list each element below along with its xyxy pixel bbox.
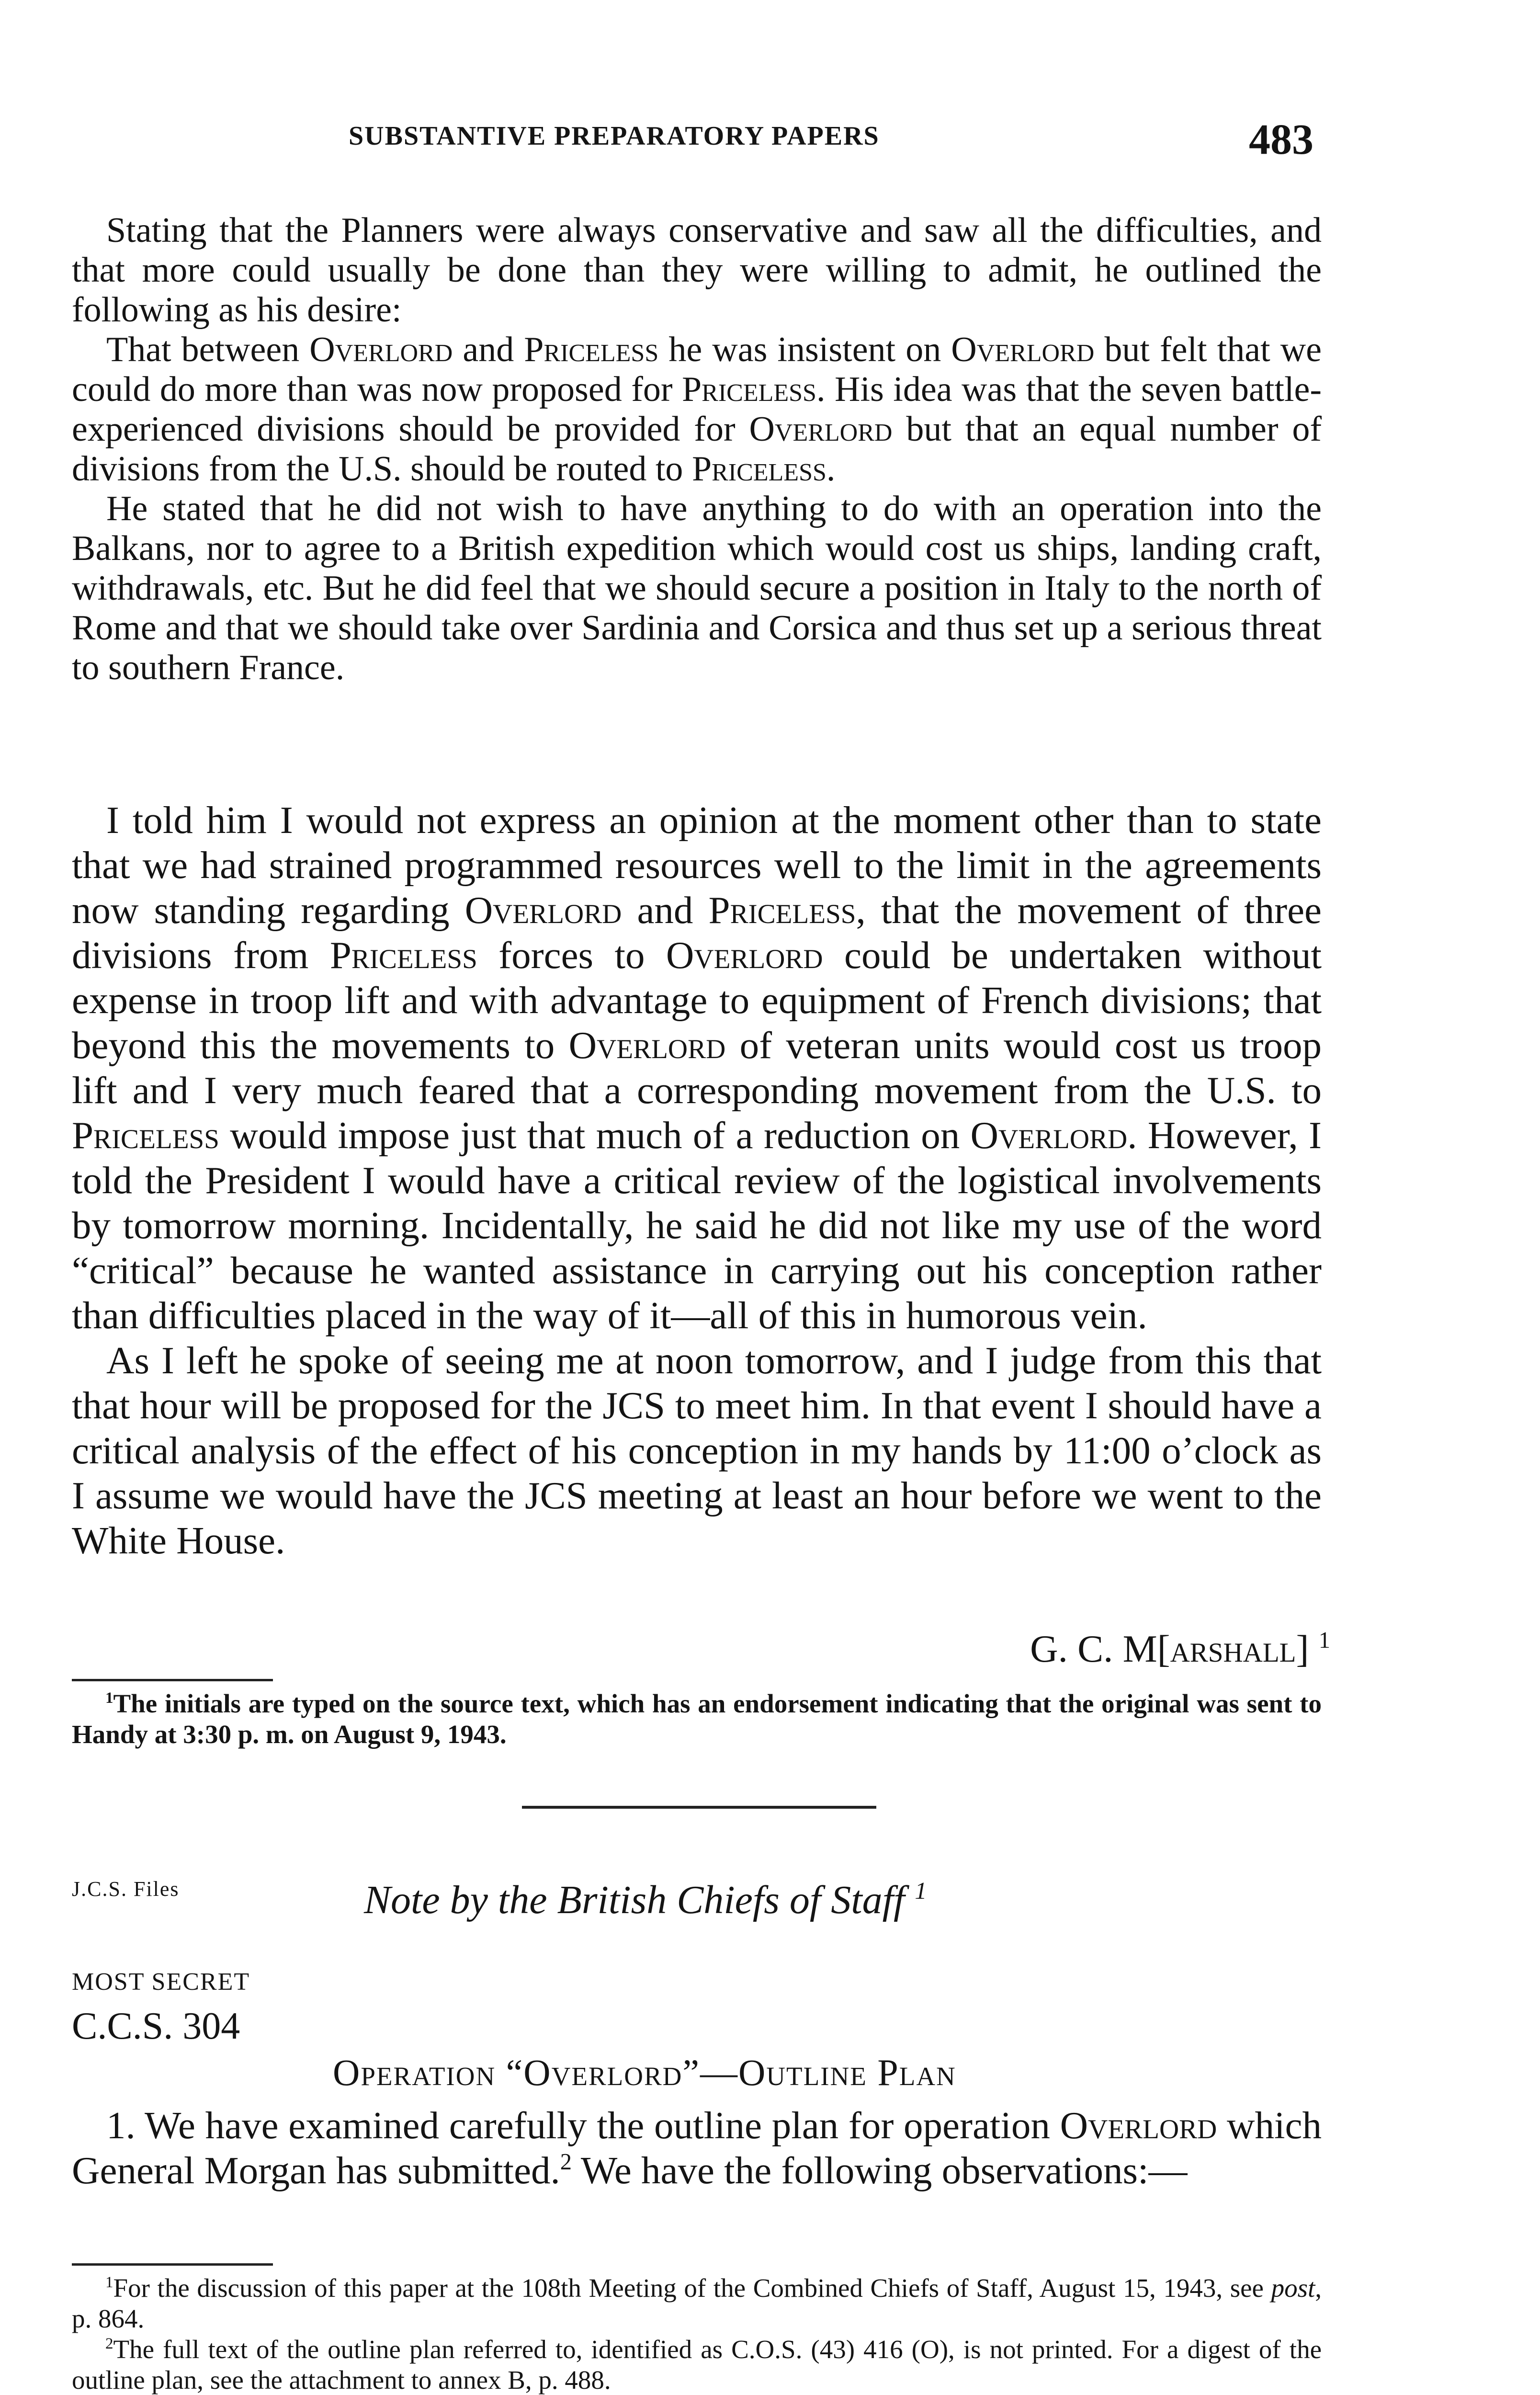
signature: G. C. M[arshall] $^1$: [1030, 1627, 1330, 1670]
section-divider: [522, 1806, 876, 1809]
operation-heading: Operation “Overlord”—Outline Plan: [333, 2052, 956, 2093]
footnotes-document: [72, 2273, 1322, 2395]
memo-paragraph-2: That between Overlord and Priceless he was insistent on Overlord but felt that we could do more than was now proposed for Priceless. His idea was that the seven battle-experienced divisions should be provided for Overlord but that an equal number of divisions from the U.S. should be routed to Priceless.: [72, 330, 1322, 489]
footnote-rule-2: [72, 2263, 273, 2266]
document-reference: C.C.S. 304: [72, 2005, 240, 2047]
footnote-doc-2: $^2$The full text of the outline plan referred to, identified as C.O.S. (43) 416 (O), is not printed. For a digest of the outline plan, see the attachment to annex B, p. 488.: [72, 2335, 1322, 2395]
document-body: [72, 2103, 1322, 2193]
memo-paragraph-4: I told him I would not express an opinion at the moment other than to state that we had strained programmed resources well to the limit in the agreements now standing regarding Overlord and Priceless, that the movement of three divisions from Priceless forces to Overlord could be undertaken without expense in troop lift and with advantage to equipment of French divisions; that beyond this the movements to Overlord of veteran units would cost us troop lift and I very much feared that a corresponding movement from the U.S. to Priceless would impose just that much of a reduction on Overlord. However, I told the President I would have a critical review of the logistical involvements by tomorrow morning. Incidentally, he said he did not like my use of the word “critical” because he wanted assistance in carrying out his conception rather than difficulties placed in the way of it—all of this in humorous vein.: [72, 798, 1322, 1337]
page-number: 483: [1249, 116, 1314, 163]
classification: MOST SECRET: [72, 1968, 250, 1996]
memo-paragraph-1: Stating that the Planners were always conservative and saw all the difficulties, and that more could usually be done than they were willing to admit, he outlined the following as his desire:: [72, 211, 1322, 330]
document-paragraph-1: 1. We have examined carefully the outline plan for operation Overlord which General Morgan has submitted.$^2$ We have the following observations:—: [72, 2104, 1322, 2192]
memo-body: [72, 211, 1322, 688]
running-head: SUBSTANTIVE PREPARATORY PAPERS: [349, 121, 880, 151]
memo-paragraph-3: He stated that he did not wish to have anything to do with an operation into the Balkans, nor to agree to a British expedition which would cost us ships, landing craft, withdrawals, etc. But he did feel that we should secure a position in Italy to the north of Rome and that we should take over Sardinia and Corsica and thus set up a serious threat to southern France.: [72, 489, 1322, 687]
files-label: J.C.S. Files: [72, 1877, 180, 1901]
memo-paragraph-5: As I left he spoke of seeing me at noon tomorrow, and I judge from this that that hour will be proposed for the JCS to meet him. In that event I should have a critical analysis of the effect of his conception in my hands by 11:00 o’clock as I assume we would have the JCS meeting at least an hour before we went to the White House.: [72, 1339, 1322, 1562]
footnote-doc-1: $^1$For the discussion of this paper at the 108th Meeting of the Combined Chiefs of Staff, August 15, 1943, see post, p. 864.: [72, 2273, 1322, 2333]
footnote-memo: $^1$The initials are typed on the source text, which has an endorsement indicating that the original was sent to Handy at 3:30 p. m. on August 9, 1943.: [72, 1689, 1322, 1749]
footnote-rule: [72, 1679, 273, 1681]
document-title: Note by the British Chiefs of Staff $^1$: [364, 1877, 927, 1922]
memo-body-continued: [72, 798, 1322, 1563]
